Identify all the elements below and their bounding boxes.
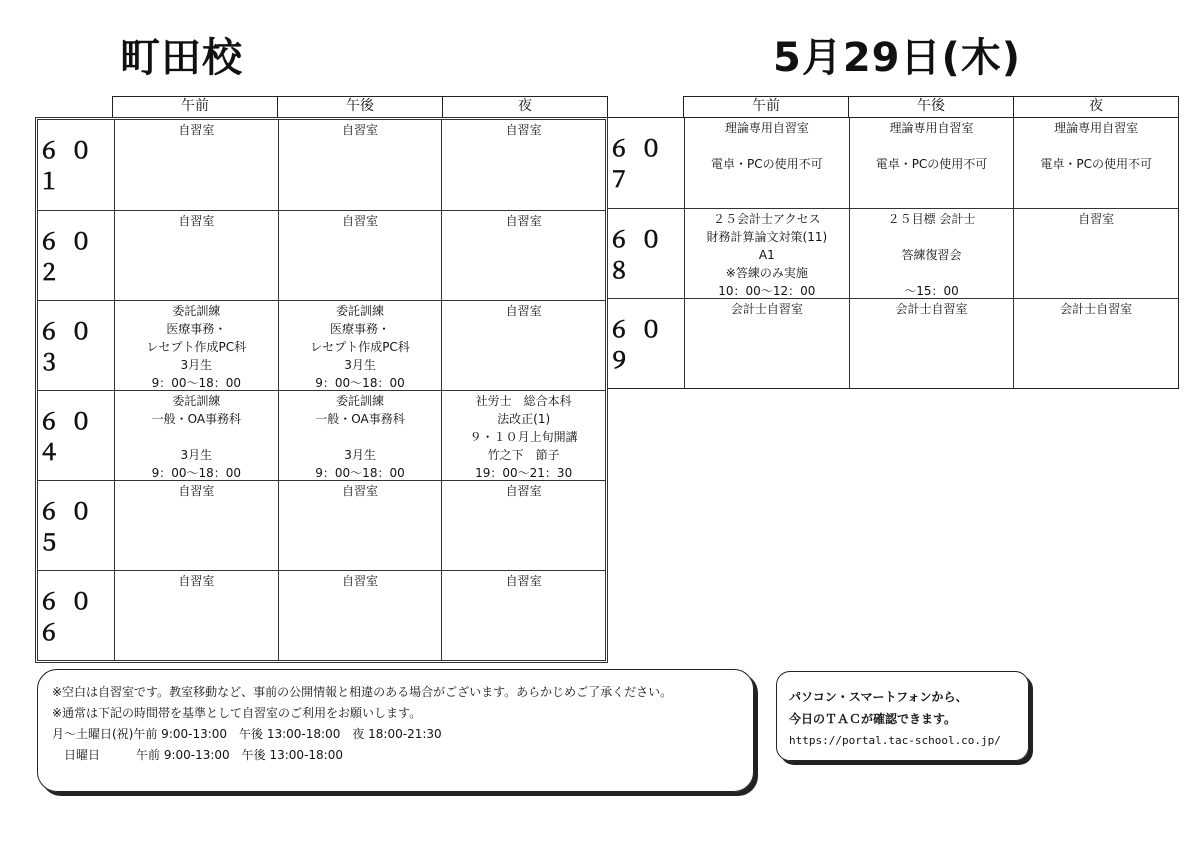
schedule-cell: 自習室	[1013, 209, 1178, 298]
schedule-cell: ２５会計士アクセス 財務計算論文対策(11) A1 ※答練のみ実施 10：00～12：00	[706, 212, 828, 298]
schedule-cell: 自習室	[178, 123, 215, 137]
right-room-schedule	[608, 117, 1179, 389]
usage-notes-box	[37, 669, 754, 792]
period-morning: 午前	[752, 98, 780, 114]
schedule-cell: 自習室	[441, 571, 605, 660]
room-number: ６０４	[38, 391, 115, 480]
room-number: ６０５	[38, 481, 115, 570]
room-number: ６０２	[38, 211, 115, 300]
note-line: ※通常は下記の時間帯を基準として自習室のご利用をお願いします。	[52, 706, 422, 720]
room-row	[608, 118, 1178, 208]
room-row	[608, 298, 1178, 388]
schedule-cell: 社労士 総合本科 法改正(1) ９・１０月上旬開講 竹之下 節子 19：00～21：30	[441, 391, 605, 480]
school-name: 町田校	[120, 35, 243, 81]
promo-line: パソコン・スマートフォンから、	[789, 690, 968, 704]
schedule-cell: 自習室	[278, 571, 442, 660]
schedule-cell: 自習室	[441, 120, 605, 210]
schedule-date: 5月29日(木)	[773, 35, 1022, 81]
schedule-cell: 理論専用自習室 電卓・PCの使用不可	[849, 118, 1014, 208]
schedule-cell: 委託訓練 医療事務・ レセプト作成PC科 3月生 9：00～18：00	[278, 301, 442, 390]
room-row	[38, 300, 605, 390]
period-night: 夜	[1013, 97, 1178, 117]
note-line: 月～土曜日(祝)午前 9:00-13:00 午後 13:00-18:00 夜 18:00-21:30	[52, 727, 442, 741]
left-period-header	[112, 96, 608, 118]
room-number: ６０９	[608, 299, 685, 388]
room-row	[38, 480, 605, 570]
room-row	[38, 120, 605, 210]
room-number: ６０３	[38, 301, 115, 390]
schedule-cell: 委託訓練 医療事務・ レセプト作成PC科 3月生 9：00～18：00	[146, 304, 247, 390]
schedule-cell: 自習室	[441, 481, 605, 570]
room-row	[38, 390, 605, 480]
room-number: ６０１	[38, 120, 115, 210]
schedule-cell: ２５目標 会計士 答練復習会 ～15：00	[849, 209, 1014, 298]
period-morning: 午前	[181, 98, 209, 114]
room-number: ６０７	[608, 118, 685, 208]
room-row	[38, 570, 605, 660]
period-afternoon: 午後	[848, 97, 1013, 117]
schedule-cell: 自習室	[441, 301, 605, 390]
promo-line: 今日のＴＡＣが確認できます。	[789, 712, 957, 726]
schedule-cell: 自習室	[178, 574, 215, 588]
schedule-cell: 自習室	[441, 211, 605, 300]
note-line: ※空白は自習室です。教室移動など、事前の公開情報と相違のある場合がございます。あらかじめご了承ください。	[52, 685, 673, 699]
room-number: ６０６	[38, 571, 115, 660]
period-afternoon: 午後	[277, 97, 442, 117]
schedule-cell: 会計士自習室	[849, 299, 1014, 388]
period-night: 夜	[442, 97, 607, 117]
schedule-cell: 委託訓練 一般・OA事務科 3月生 9：00～18：00	[278, 391, 442, 480]
schedule-cell: 会計士自習室	[1013, 299, 1178, 388]
room-number: ６０８	[608, 209, 685, 298]
schedule-cell: 理論専用自習室 電卓・PCの使用不可	[1013, 118, 1178, 208]
schedule-cell: 会計士自習室	[730, 302, 803, 316]
portal-url[interactable]: https://portal.tac-school.co.jp/	[789, 734, 1001, 747]
schedule-cell: 自習室	[178, 484, 215, 498]
right-period-header	[683, 96, 1179, 118]
schedule-cell: 自習室	[278, 120, 442, 210]
room-row	[608, 208, 1178, 298]
portal-promo-box	[776, 671, 1029, 761]
schedule-cell: 自習室	[178, 214, 215, 228]
room-row	[38, 210, 605, 300]
schedule-cell: 自習室	[278, 211, 442, 300]
schedule-cell: 理論専用自習室 電卓・PCの使用不可	[711, 121, 823, 171]
schedule-cell: 委託訓練 一般・OA事務科 3月生 9：00～18：00	[151, 394, 242, 480]
schedule-cell: 自習室	[278, 481, 442, 570]
note-line: 日曜日 午前 9:00-13:00 午後 13:00-18:00	[52, 748, 343, 762]
left-room-schedule	[35, 117, 608, 663]
